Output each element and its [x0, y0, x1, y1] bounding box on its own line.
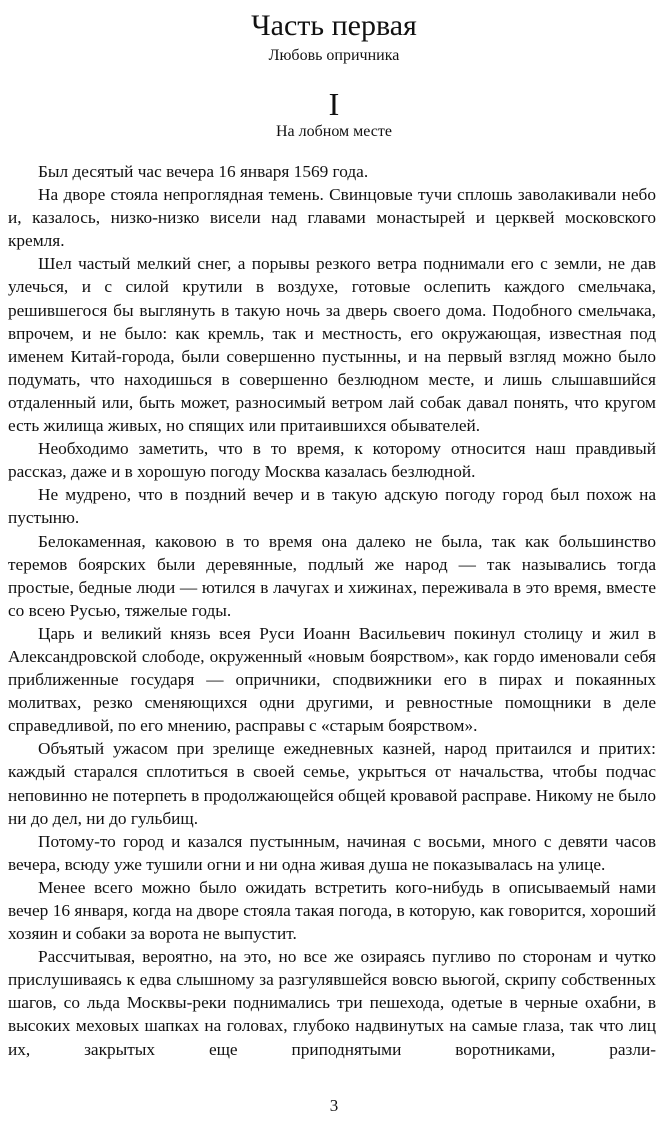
part-title: Часть первая — [251, 9, 417, 42]
chapter-number: I — [328, 86, 340, 122]
page-number: 3 — [329, 1096, 339, 1115]
body-text — [8, 160, 656, 1061]
paragraph: Потому-то город и казался пустынным, начиная с восьми, много с девяти часов вечера, всюду уже тушили огни и ни одна живая душа не показывалась на улице. — [8, 831, 656, 874]
paragraph: Не мудрено, что в поздний вечер и в такую адскую погоду город был похож на пустыню. — [8, 485, 656, 528]
paragraph: Царь и великий князь всея Руси Иоанн Васильевич покинул столицу и жил в Александровской слободе, окруженный «новым боярством», как гордо именовали себя приближенные государя — опричники, сподвижники его в пирах и покаянных молитвах, резко сменяющихся одни другими, и ревностные помощники в деле справедливой, по его мнению, расправы с «старым боярством». — [8, 623, 656, 736]
paragraph: Был десятый час вечера 16 января 1569 года. — [38, 162, 369, 181]
paragraph-last: Рассчитывая, вероятно, на это, но все же озираясь пугливо по сторонам и чутко прислушиваясь к едва слышному за разгулявшейся вовсю вьюгой, скрипу собственных шагов, со льда Москвы-реки поднимались три пешехода, одетые в черные охабни, в высоких меховых шапках на головах, глубоко надвинутых на самые глаза, так что лиц их, закрытых еще приподнятыми воротниками, разли- — [8, 947, 656, 1059]
chapter-title: На лобном месте — [276, 123, 392, 140]
part-subtitle: Любовь опричника — [268, 47, 400, 64]
paragraph: Необходимо заметить, что в то время, к которому относится наш правдивый рассказ, даже и в хорошую погоду Москва казалась безлюдной. — [8, 439, 656, 482]
paragraph: Объятый ужасом при зрелище ежедневных казней, народ притаился и притих: каждый старался сплотиться в своей семье, укрыться от начальства, чтобы подчас неповинно не потерпеть в продолжающейся общей кровавой расправе. Никому не было ни до дел, ни до гульбищ. — [8, 739, 656, 828]
paragraph: Шел частый мелкий снег, а порывы резкого ветра поднимали его с земли, не дав улечься, и с силой крутили в воздухе, готовые ослепить каждого смельчака, решившегося бы выглянуть в такую ночь за дверь своего дома. Подобного смельчака, впрочем, и не было: как кремль, так и местность, его окружающая, известная под именем Китай-города, были совершенно пустынны, и на первый взгляд можно было подумать, что находишься в совершенно безлюдном месте, и лишь слышавшийся отдаленный или, быть может, разносимый ветром лай собак давал понять, что кругом есть жилища живых, но спящих или притаившихся обывателей. — [8, 254, 656, 436]
paragraph: Менее всего можно было ожидать встретить кого-нибудь в описываемый нами вечер 16 января, когда на дворе стояла такая погода, в которую, как говорится, хороший хозяин и собаки за ворота не выпустит. — [8, 877, 656, 944]
paragraph: На дворе стояла непроглядная темень. Свинцовые тучи сплошь заволакивали небо и, казалось, низко-низко висели над главами монастырей и церквей московского кремля. — [8, 185, 656, 251]
paragraph: Белокаменная, каковою в то время она далеко не была, так как большинство теремов боярских были деревянные, подлый же народ — так назывались тогда простые, бедные люди — ютился в лачугах и хижинах, переживала в это время, вместе со всею Русью, тяжелые годы. — [8, 531, 656, 620]
